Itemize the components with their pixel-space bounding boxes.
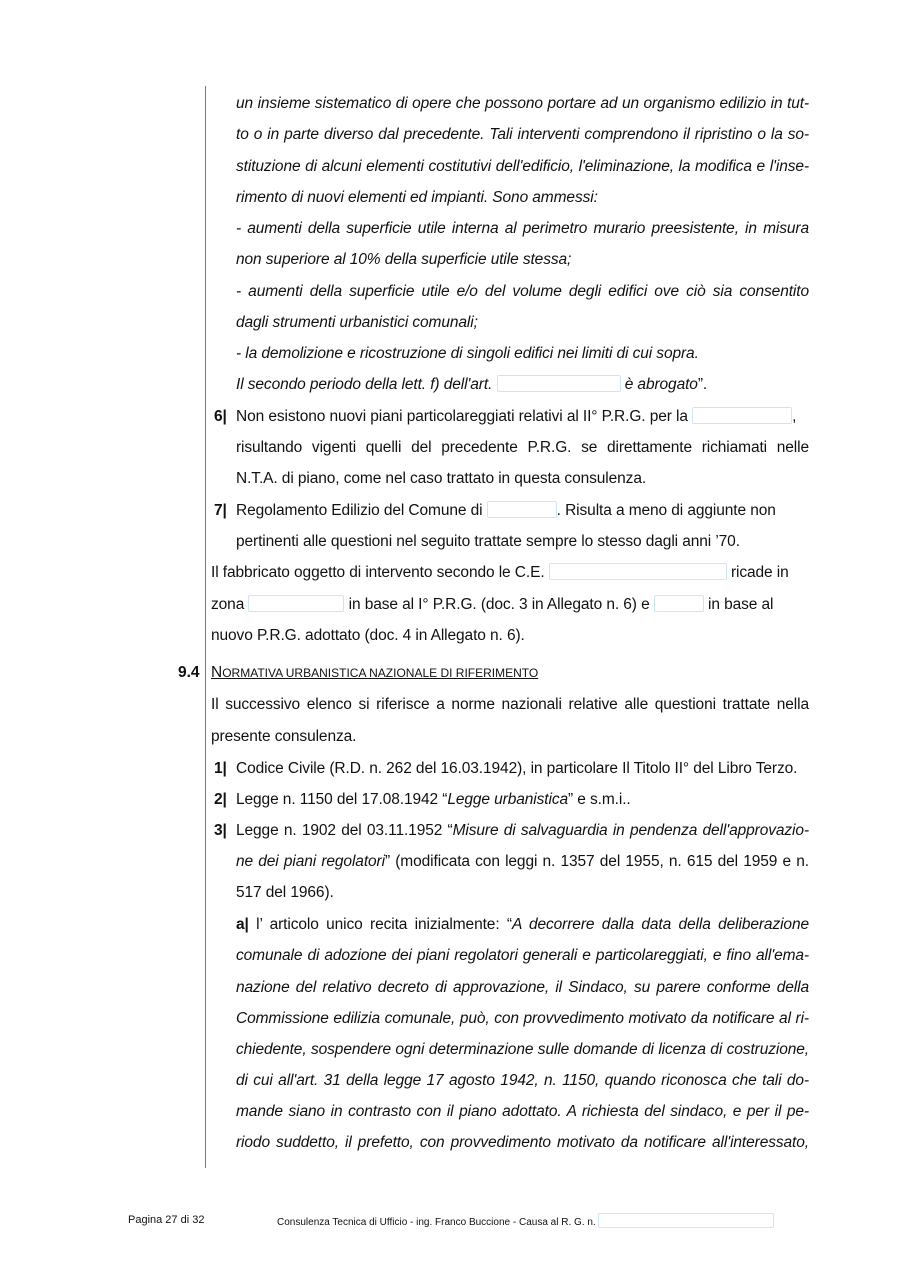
- list-number: 7|: [214, 502, 227, 519]
- text-line: [236, 821, 809, 841]
- heading-rest: ORMATIVA URBANISTICA NAZIONALE DI RIFERIMENTO: [222, 666, 539, 680]
- footer-text: [277, 1213, 774, 1230]
- text-line: di cui all'art. 31 della legge 17 agosto 1942, n. 1150, quando riconosca che tali do-: [236, 1072, 809, 1089]
- text-line: [211, 595, 773, 615]
- text-line: - aumenti della superficie utile e/o del volume degli edifici ove ciò sia consentito: [236, 283, 809, 300]
- text-line: Codice Civile (R.D. n. 262 del 16.03.1942), in particolare Il Titolo II° del Libro Terzo.: [236, 760, 798, 777]
- text-fragment: è abrogato: [620, 376, 698, 393]
- text-line: 517 del 1966).: [236, 884, 334, 901]
- text-line: nuovo P.R.G. adottato (doc. 4 in Allegato n. 6).: [211, 627, 525, 644]
- text-fragment: Il secondo periodo della lett. f) dell'art.: [236, 376, 497, 393]
- text-fragment: ne dei piani regolatori: [236, 853, 385, 870]
- section-heading: [211, 663, 538, 683]
- text-line: chiedente, sospendere ogni determinazione sulle domande di licenza di costruzione,: [236, 1041, 809, 1058]
- margin-rule: [205, 86, 206, 1168]
- text-fragment: A decorrere dalla data della deliberazione: [511, 916, 809, 933]
- text-line: risultando vigenti quelli del precedente P.R.G. se direttamente richiamati nelle: [236, 439, 809, 456]
- text-line: dagli strumenti urbanistici comunali;: [236, 314, 478, 331]
- text-fragment: Misure di salvaguardia in pendenza dell'approvazio-: [452, 822, 809, 839]
- text-line: [236, 790, 631, 810]
- footer-label: Consulenza Tecnica di Ufficio - ing. Franco Buccione - Causa al R. G. n.: [277, 1217, 599, 1228]
- redaction-box: [692, 407, 792, 424]
- text-fragment: zona: [211, 596, 249, 613]
- list-number: 3|: [214, 822, 227, 839]
- text-fragment: Regolamento Edilizio del Comune di: [236, 502, 487, 519]
- text-line: mande siano in contrasto con il piano adottato. A richiesta del sindaco, e per il pe-: [236, 1103, 809, 1120]
- list-letter: a|: [236, 916, 249, 933]
- text-line: non superiore al 10% della superficie utile stessa;: [236, 251, 572, 268]
- redaction-box: [497, 375, 621, 392]
- text-fragment: ” (modificata con leggi n. 1357 del 1955, n. 615 del 1959 e n.: [384, 853, 809, 870]
- text-fragment: Il fabbricato oggetto di intervento secondo le C.E.: [211, 564, 549, 581]
- text-fragment: ”.: [697, 376, 708, 393]
- redaction-box: [654, 595, 704, 612]
- text-line: - la demolizione e ricostruzione di singoli edifici nei limiti di cui sopra.: [236, 345, 699, 362]
- text-line: [236, 915, 809, 935]
- text-line: nazione del relativo decreto di approvazione, il Sindaco, su parere conforme della: [236, 979, 809, 996]
- text-line: presente consulenza.: [211, 728, 357, 745]
- text-line: [211, 563, 789, 583]
- list-number: 2|: [214, 791, 227, 808]
- page-number: Pagina 27 di 32: [128, 1214, 205, 1226]
- redaction-box: [549, 563, 727, 580]
- list-number: 6|: [214, 408, 227, 425]
- text-line: [236, 407, 796, 427]
- text-line: Commissione edilizia comunale, può, con provvedimento motivato da notificare al ri-: [236, 1010, 809, 1027]
- redaction-box: [487, 501, 557, 518]
- text-fragment: Legge urbanistica: [447, 791, 568, 808]
- text-fragment: ,: [792, 408, 797, 425]
- text-fragment: . Risulta a meno di aggiunte non: [556, 502, 776, 519]
- text-line: pertinenti alle questioni nel seguito trattate sempre lo stesso dagli anni ’70.: [236, 533, 740, 550]
- text-line: rimento di nuovi elementi ed impianti. Sono ammessi:: [236, 189, 598, 206]
- text-fragment: l’ articolo unico recita inizialmente: “: [248, 916, 512, 933]
- text-line: riodo suddetto, il prefetto, con provvedimento motivato da notificare all'interessato,: [236, 1134, 809, 1151]
- text-line: Il successivo elenco si riferisce a norme nazionali relative alle questioni trattate nella: [211, 696, 809, 713]
- text-fragment: Legge n. 1150 del 17.08.1942 “: [236, 791, 448, 808]
- text-fragment: Non esistono nuovi piani particolareggiati relativi al II° P.R.G. per la: [236, 408, 693, 425]
- text-line: - aumenti della superficie utile interna al perimetro murario preesistente, in misura: [236, 220, 809, 237]
- list-number: 1|: [214, 760, 227, 777]
- text-line: stituzione di alcuni elementi costitutivi dell'edificio, l'eliminazione, la modifica e l'inse-: [236, 158, 809, 175]
- text-fragment: ” e s.m.i..: [568, 791, 631, 808]
- text-line: to o in parte diverso dal precedente. Tali interventi comprendono il ripristino o la so-: [236, 126, 809, 143]
- text-line: N.T.A. di piano, come nel caso trattato in questa consulenza.: [236, 470, 647, 487]
- text-line: [236, 852, 809, 872]
- heading-initial: N: [211, 664, 223, 681]
- text-fragment: ricade in: [726, 564, 789, 581]
- redaction-box: [598, 1213, 774, 1228]
- section-number: 9.4: [178, 664, 200, 681]
- text-fragment: Legge n. 1902 del 03.11.1952 “: [236, 822, 453, 839]
- text-line: comunale di adozione dei piani regolatori generali e particolareggiati, e fino all'ema-: [236, 947, 809, 964]
- text-line: [236, 501, 776, 521]
- text-fragment: in base al: [703, 596, 774, 613]
- redaction-box: [248, 595, 344, 612]
- text-fragment: in base al I° P.R.G. (doc. 3 in Allegato n. 6) e: [344, 596, 654, 613]
- text-line: [236, 375, 707, 395]
- text-line: un insieme sistematico di opere che possono portare ad un organismo edilizio in tut-: [236, 95, 809, 112]
